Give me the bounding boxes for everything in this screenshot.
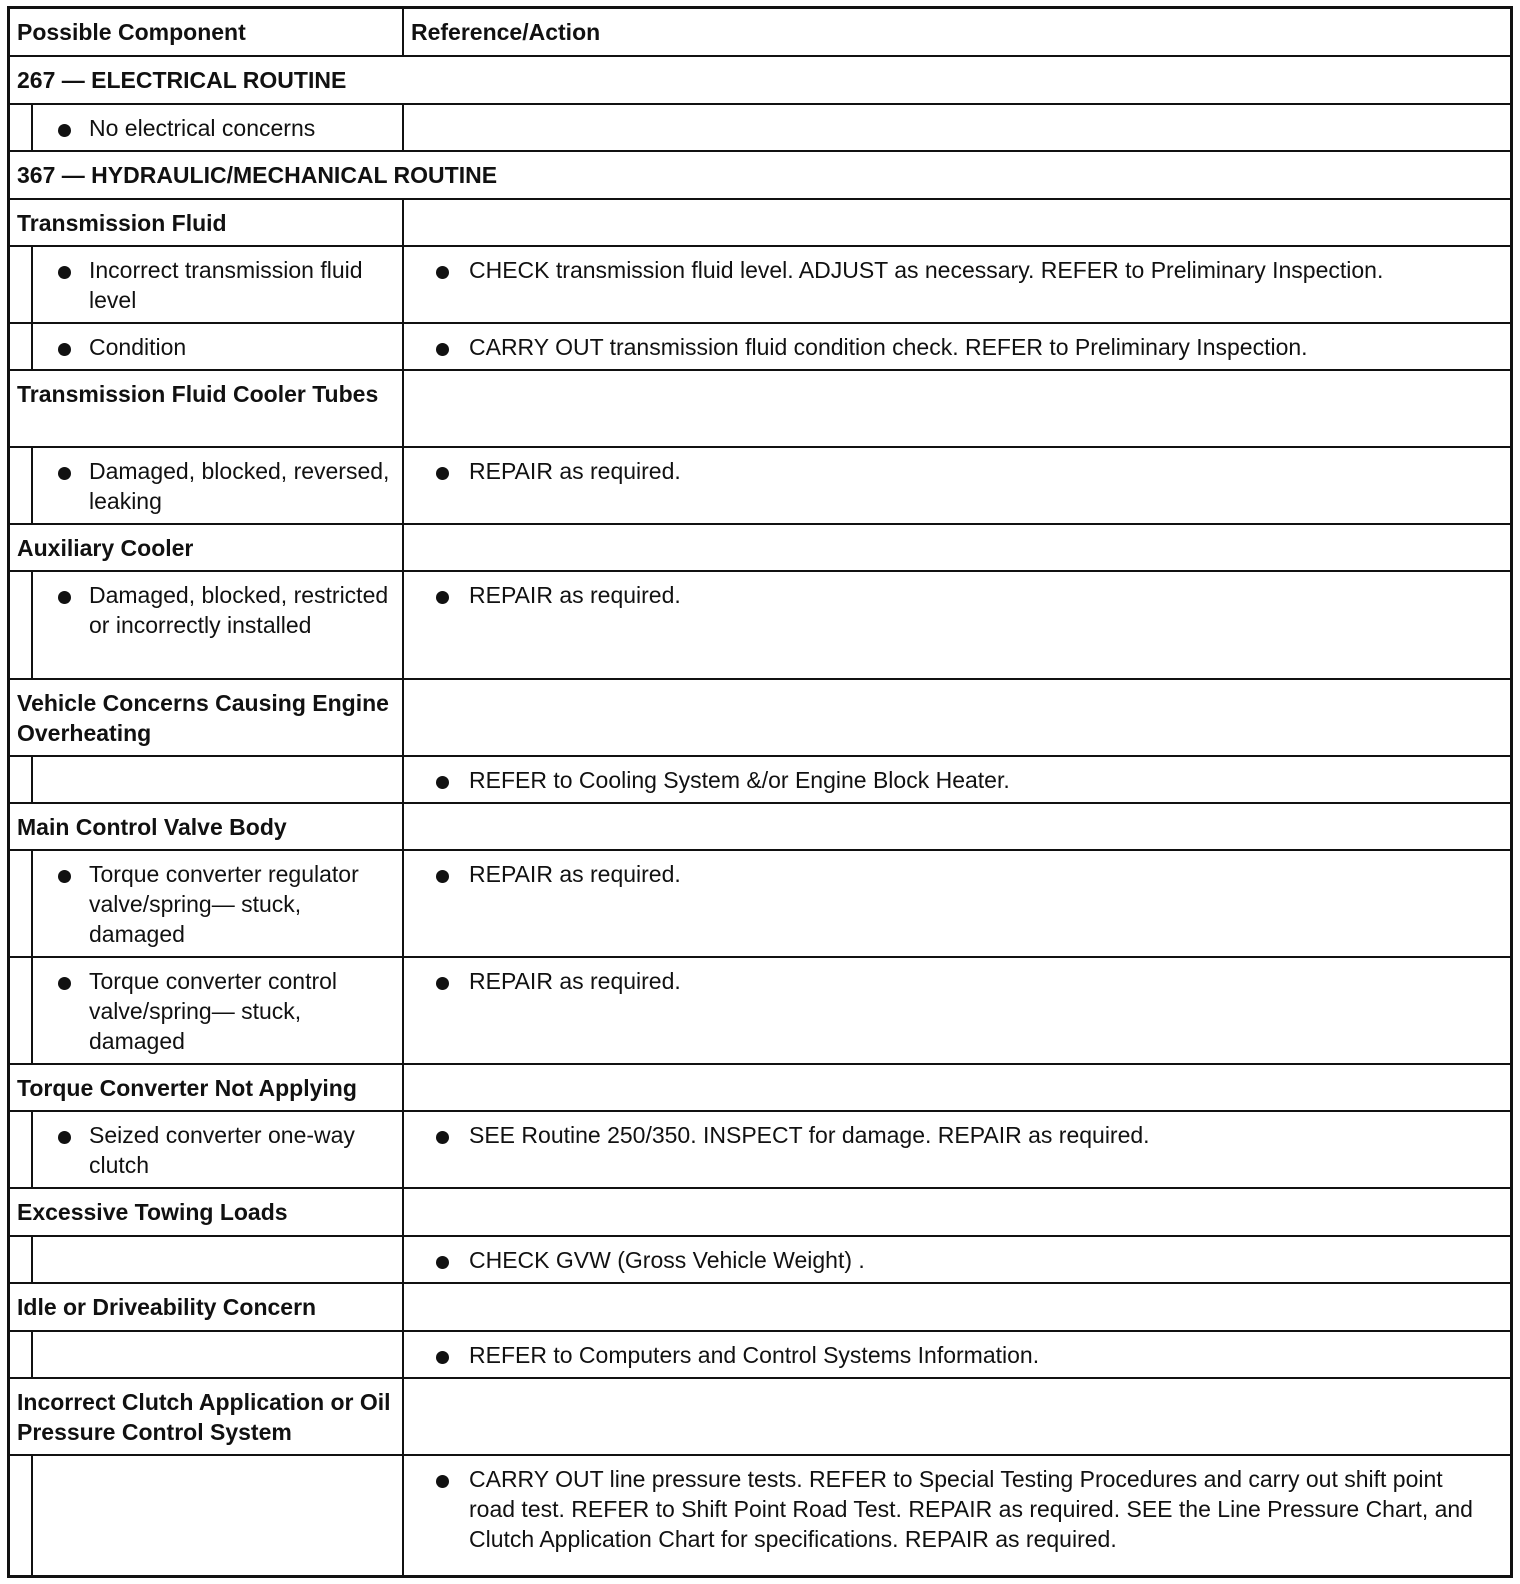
action-text: REFER to Cooling System &/or Engine Block Heater. (469, 767, 1010, 793)
action-text: REPAIR as required. (469, 968, 681, 994)
section-row-electrical (10, 57, 1510, 105)
diagnostic-table (7, 6, 1513, 1578)
group-row (10, 200, 1510, 247)
group-row (10, 1379, 1510, 1456)
section-title-electrical: 267 — ELECTRICAL ROUTINE (17, 67, 347, 93)
section-row-hydraulic (10, 152, 1510, 200)
action-text: REPAIR as required. (469, 861, 681, 887)
bullet-icon (436, 1131, 449, 1144)
action-text: SEE Routine 250/350. INSPECT for damage. REPAIR as required. (469, 1122, 1150, 1148)
table-row (10, 324, 1510, 371)
indent-divider (31, 757, 33, 802)
group-title: Transmission Fluid (10, 200, 404, 245)
bullet-icon (436, 870, 449, 883)
bullet-icon (58, 591, 71, 604)
table-row (10, 1112, 1510, 1189)
bullet-icon (436, 591, 449, 604)
indent-divider (31, 1456, 33, 1575)
table-row (10, 1332, 1510, 1379)
group-title: Torque Converter Not Applying (10, 1065, 404, 1110)
group-row (10, 525, 1510, 572)
action-text: CARRY OUT transmission fluid condition check. REFER to Preliminary Inspection. (469, 334, 1308, 360)
component-text: No electrical concerns (89, 115, 316, 141)
component-cell (10, 105, 404, 150)
table-row (10, 1237, 1510, 1284)
group-title: Vehicle Concerns Causing Engine Overheating (10, 680, 404, 755)
bullet-icon (58, 977, 71, 990)
table-row (10, 958, 1510, 1065)
bullet-icon (58, 343, 71, 356)
action-text: REPAIR as required. (469, 458, 681, 484)
component-text: Torque converter control valve/spring— stuck, damaged (89, 968, 338, 1054)
group-row (10, 371, 1510, 448)
component-text: Damaged, blocked, reversed, leaking (89, 458, 390, 514)
section-title-hydraulic: 367 — HYDRAULIC/MECHANICAL ROUTINE (17, 162, 498, 188)
table-row (10, 247, 1510, 324)
group-row (10, 680, 1510, 757)
group-row (10, 1284, 1510, 1332)
group-title: Auxiliary Cooler (10, 525, 404, 570)
table-header-row (10, 9, 1510, 57)
action-text: CHECK GVW (Gross Vehicle Weight) . (469, 1247, 865, 1273)
bullet-icon (436, 776, 449, 789)
action-text: REFER to Computers and Control Systems Information. (469, 1342, 1040, 1368)
component-text: Damaged, blocked, restricted or incorrectly installed (89, 582, 389, 638)
header-possible-component: Possible Component (10, 9, 404, 55)
group-title: Incorrect Clutch Application or Oil Pressure Control System (10, 1379, 404, 1454)
group-title: Transmission Fluid Cooler Tubes (10, 371, 404, 446)
bullet-icon (58, 870, 71, 883)
bullet-icon (436, 467, 449, 480)
group-row (10, 1189, 1510, 1237)
table-row (10, 105, 1510, 152)
bullet-icon (436, 977, 449, 990)
group-row (10, 804, 1510, 851)
component-text: Condition (89, 334, 187, 360)
bullet-icon (436, 343, 449, 356)
action-text: REPAIR as required. (469, 582, 681, 608)
table-row (10, 448, 1510, 525)
table-row (10, 851, 1510, 958)
action-cell (404, 105, 1510, 150)
indent-divider (31, 1332, 33, 1377)
bullet-icon (436, 1351, 449, 1364)
component-text: Torque converter regulator valve/spring— stuck, damaged (89, 861, 359, 947)
bullet-icon (58, 1131, 71, 1144)
bullet-icon (58, 124, 71, 137)
bullet-icon (436, 1256, 449, 1269)
indent-divider (31, 1237, 33, 1282)
bullet-icon (436, 1475, 449, 1488)
group-title: Main Control Valve Body (10, 804, 404, 849)
table-row (10, 572, 1510, 680)
bullet-icon (58, 467, 71, 480)
action-text: CARRY OUT line pressure tests. REFER to Special Testing Procedures and carry out shift point road test. REFER to Shift Point Road Test. REPAIR as required. SEE the Line Pressure Chart, and Clutch Application Chart for specifications. REPAIR as required. (469, 1466, 1473, 1552)
bullet-icon (436, 266, 449, 279)
group-title: Idle or Driveability Concern (10, 1284, 404, 1330)
table-row (10, 757, 1510, 804)
bullet-icon (58, 266, 71, 279)
action-text: CHECK transmission fluid level. ADJUST as necessary. REFER to Preliminary Inspection. (469, 257, 1384, 283)
table-row (10, 1456, 1510, 1575)
component-text: Incorrect transmission fluid level (89, 257, 363, 313)
group-title: Excessive Towing Loads (10, 1189, 404, 1235)
component-text: Seized converter one-way clutch (89, 1122, 355, 1178)
group-row (10, 1065, 1510, 1112)
header-reference-action: Reference/Action (411, 19, 601, 45)
